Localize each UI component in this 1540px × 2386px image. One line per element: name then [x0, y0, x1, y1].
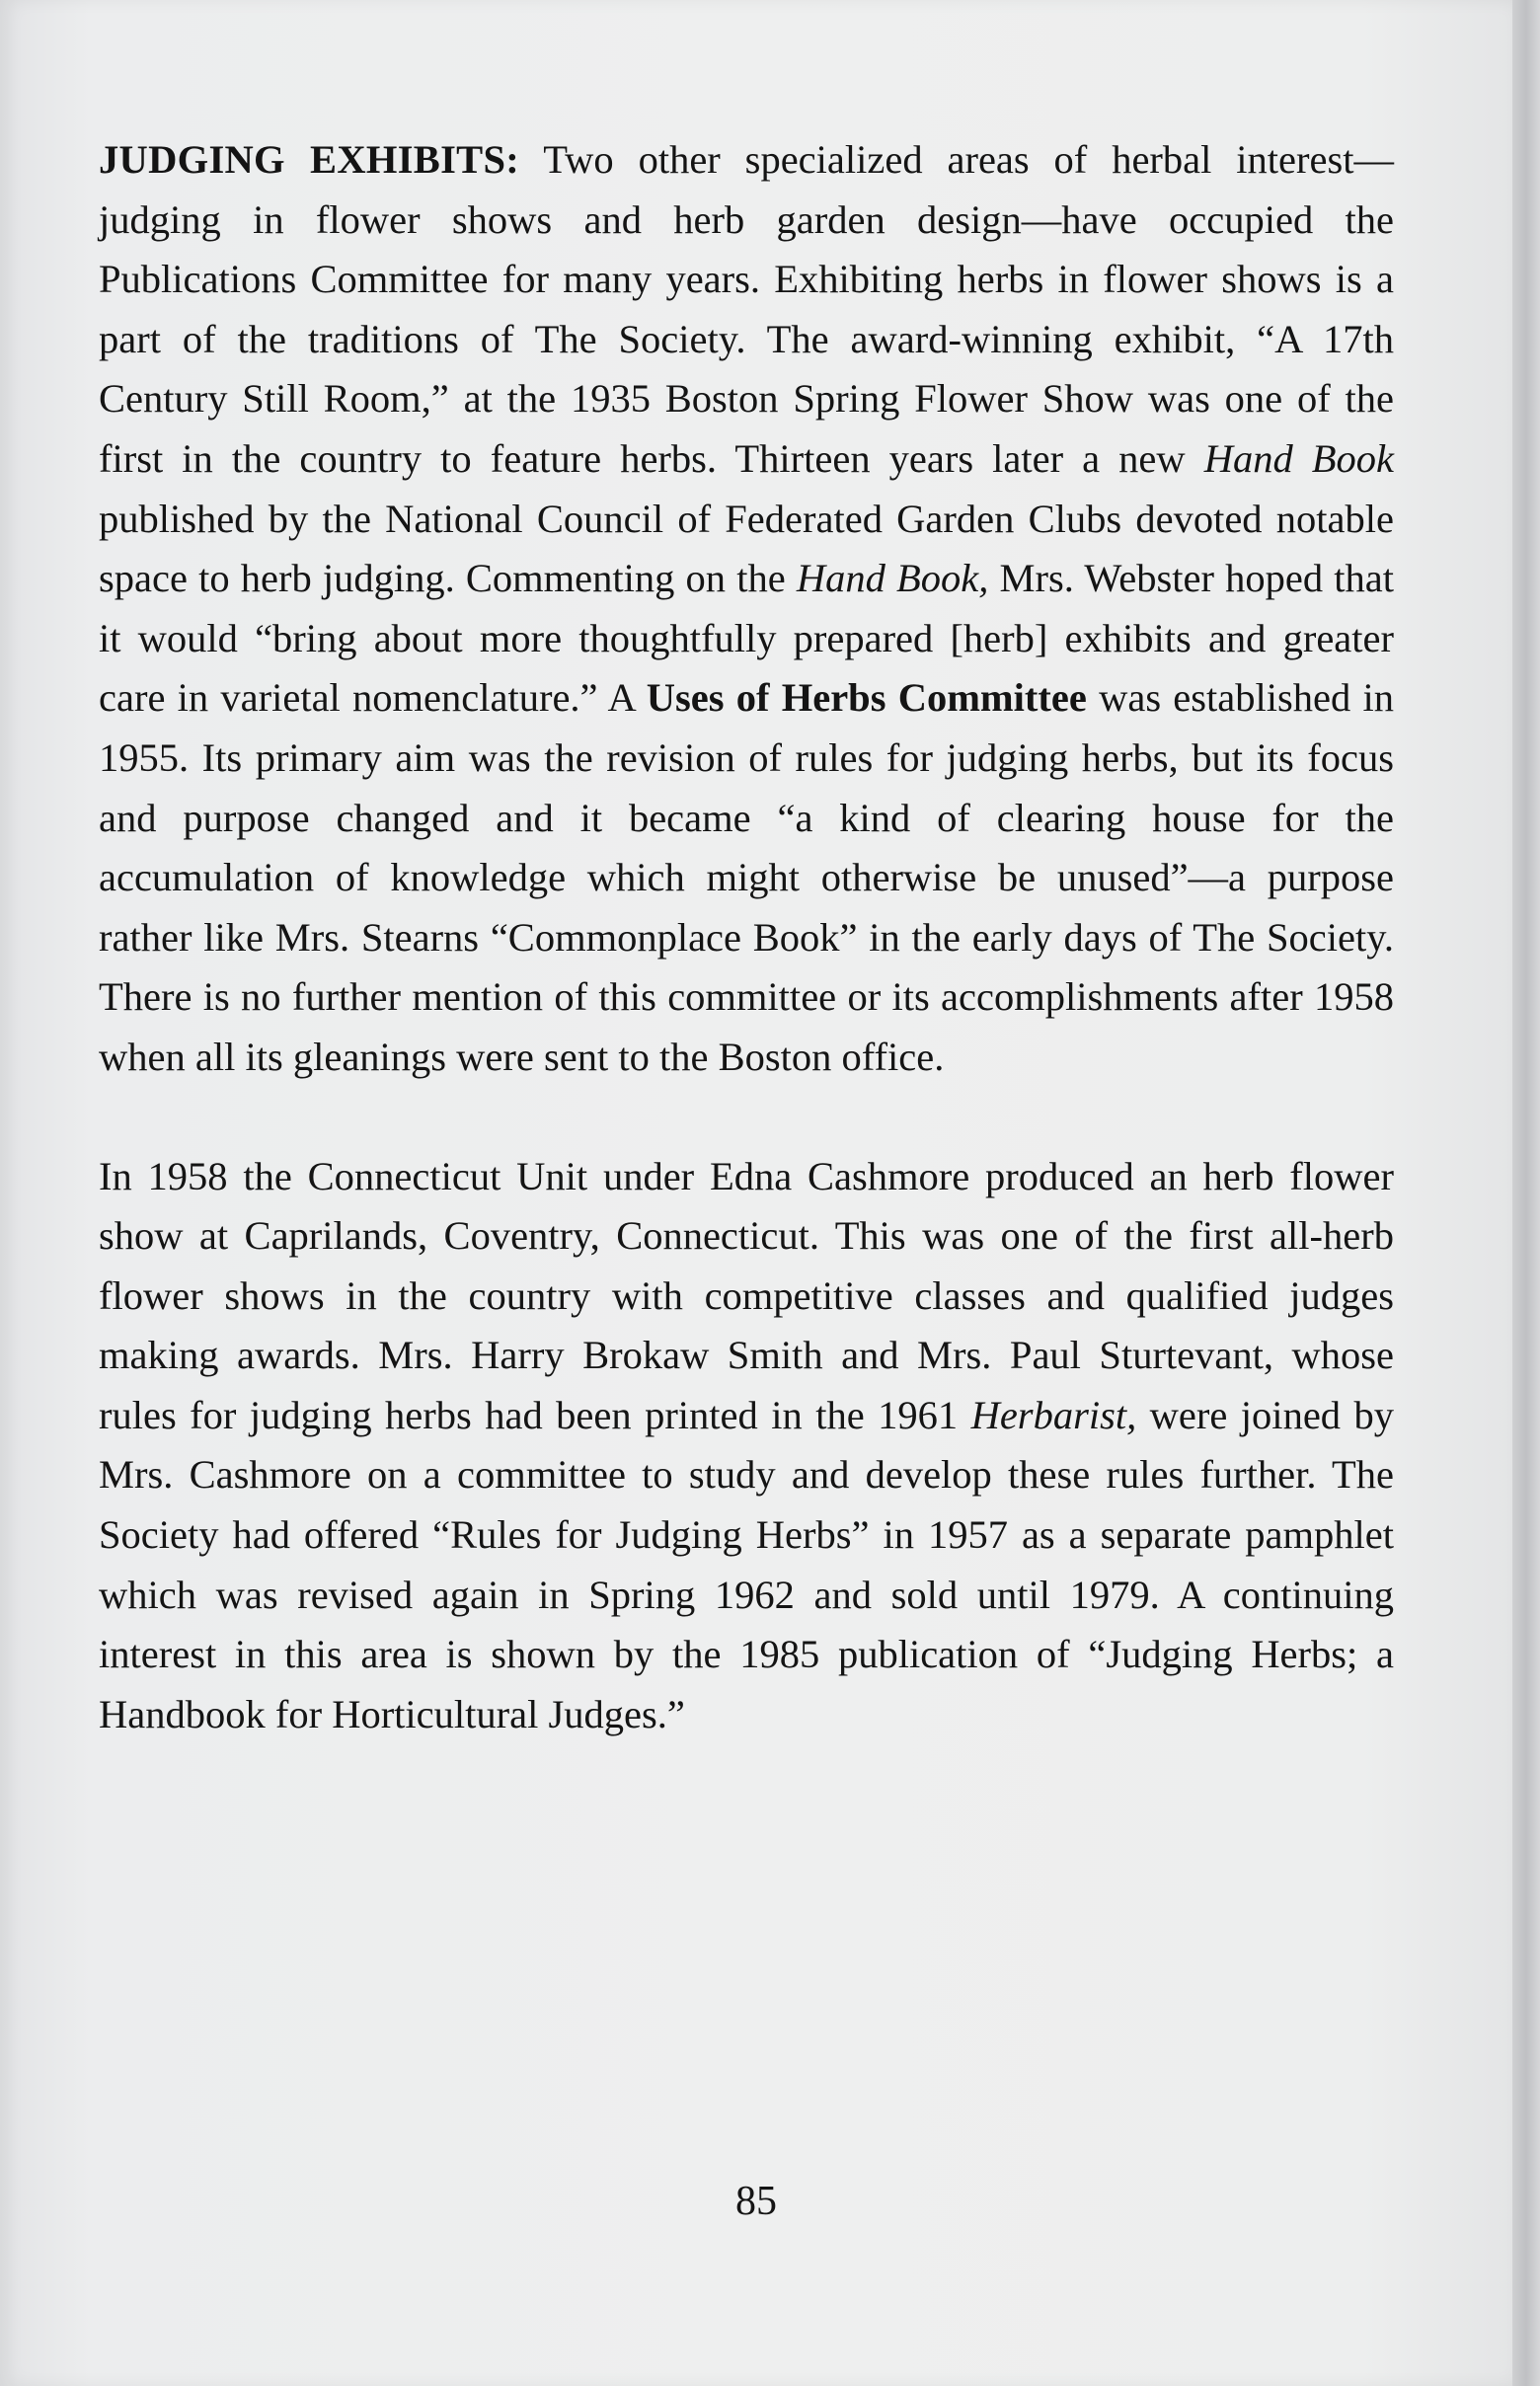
page-edge — [1512, 0, 1540, 2386]
text-segment: Mrs. Webster hoped that it would “bring about more thoughtfully prepared [herb] exhibits and greater care in varietal nomenclature.” A — [99, 556, 1395, 721]
page-number: 85 — [735, 2179, 777, 2224]
text-segment: were joined by Mrs. Cashmore on a committee to study and develop these rules further. The Society had offered “Rules for Judging Herbs” in 1957 as a separate pamphlet which was revised again in Spring 1962 and sold until 1979. A continuing interest in this area is shown by the 1985 publication of “Judging Herbs; a Handbook for Horticultural Judges.” — [99, 1392, 1394, 1736]
body-text — [99, 130, 1394, 1744]
section-heading: JUDGING EXHIBITS: — [99, 137, 520, 182]
paragraph-judging-exhibits — [99, 130, 1394, 1088]
italic-title-hand-book: Hand Book — [1203, 435, 1394, 481]
italic-title-hand-book: Hand Book, — [796, 556, 989, 601]
text-segment: was established in 1955. Its primary aim was the revision of rules for judging herbs, but its focus and purpose changed and it became “a kind of clearing house for the accumulation of knowledge which might otherwise be unused”—a purpose rather like Mrs. Stearns “Commonplace Book” in the early days of The Society. There is no further mention of this committee or its accomplishments after 1958 when all its gleanings were sent to the Boston office. — [99, 675, 1394, 1079]
text-segment: In 1958 the Connecticut Unit under Edna Cashmore produced an herb flower show at Caprilands, Coventry, Connecticut. This was one of the first all-herb flower shows in the country with competitive classes and qualified judges making awards. Mrs. Harry Brokaw Smith and Mrs. Paul Sturtevant, whose rules for judging herbs had been printed in the 1961 — [99, 1153, 1394, 1437]
text-segment: Two other specialized areas of herbal interest—judging in flower shows and herb garden design—have occupied the Publications Committee for many years. Exhibiting herbs in flower shows is a part of the traditions of The Society. The award-winning exhibit, “A 17th Century Still Room,” at the 1935 Boston Spring Flower Show was one of the first in the country to feature herbs. Thirteen years later a new — [99, 137, 1394, 481]
italic-title-herbarist: Herbarist, — [970, 1392, 1137, 1437]
bold-committee-name: Uses of Herbs Committee — [646, 675, 1087, 721]
paragraph-connecticut-unit — [99, 1147, 1394, 1745]
text-segment: published by the National Council of Federated Garden Clubs devoted notable space to herb judging. Commenting on the — [99, 496, 1394, 601]
